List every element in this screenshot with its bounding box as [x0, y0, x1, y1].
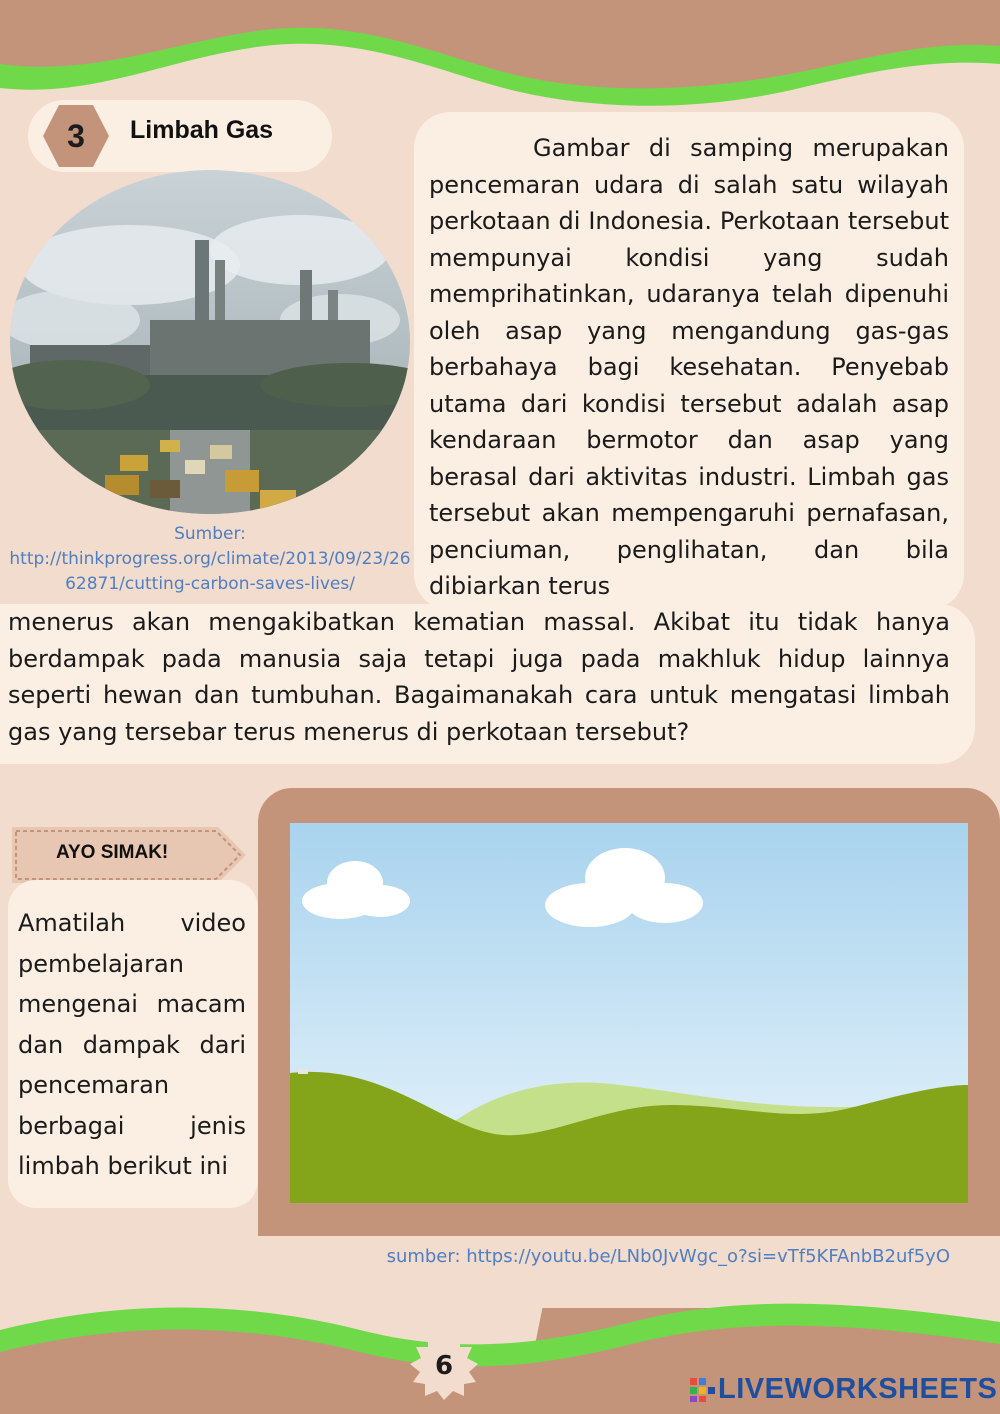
page-number-badge: [408, 1330, 480, 1402]
image-source: [4, 522, 416, 597]
article-paragraph-part2: menerus akan mengakibatkan kematian massal. Akibat itu tidak hanya berdampak pada manusia saja tetapi juga pada makhluk hidup lainnya seperti hewan dan tumbuhan. Bagaimanakah cara untuk mengatasi limbah gas yang tersebar terus menerus di perkotaan tersebut?: [8, 608, 950, 746]
brand-name: LIVEWORKSHEETS: [718, 1373, 998, 1405]
video-player[interactable]: [290, 823, 968, 1203]
pollution-photo: [10, 170, 410, 515]
section-title: Limbah Gas: [130, 116, 274, 144]
liveworksheets-logo-icon: [690, 1378, 716, 1402]
brand-logo[interactable]: [690, 1372, 998, 1406]
image-source-link[interactable]: http://thinkprogress.org/climate/2013/09/23/2662871/cutting-carbon-saves-lives/: [9, 549, 411, 594]
video-source-link[interactable]: sumber: https://youtu.be/LNb0JvWgc_o?si=vTf5KFAnbB2uf5yO: [386, 1246, 950, 1267]
small-animal-icon: [298, 1069, 308, 1074]
page-number: 6: [434, 1351, 454, 1381]
article-paragraph-part1: Gambar di samping merupakan pencemaran udara di salah satu wilayah perkotaan di Indonesia. Perkotaan tersebut mempunyai kondisi yang sudah memprihatinkan, udaranya telah dipenuhi oleh asap yang mengandung gas-gas berbahaya bagi kesehatan. Penyebab utama dari kondisi tersebut adalah asap kendaraan bermotor dan asap yang berasal dari aktivitas industri. Limbah gas tersebut akan mempengaruhi pernafasan, penciuman, penglihatan, dan bila dibiarkan terus: [429, 134, 949, 600]
section-number: 3: [67, 118, 85, 154]
image-source-label: Sumber:: [174, 524, 246, 544]
activity-tag-label: AYO SIMAK!: [56, 842, 169, 863]
activity-tag: [10, 825, 250, 885]
instruction-text: Amatilah video pembelajaran mengenai macam dan dampak dari pencemaran berbagai jenis limbah berikut ini: [18, 909, 246, 1180]
section-number-badge: [42, 102, 110, 170]
